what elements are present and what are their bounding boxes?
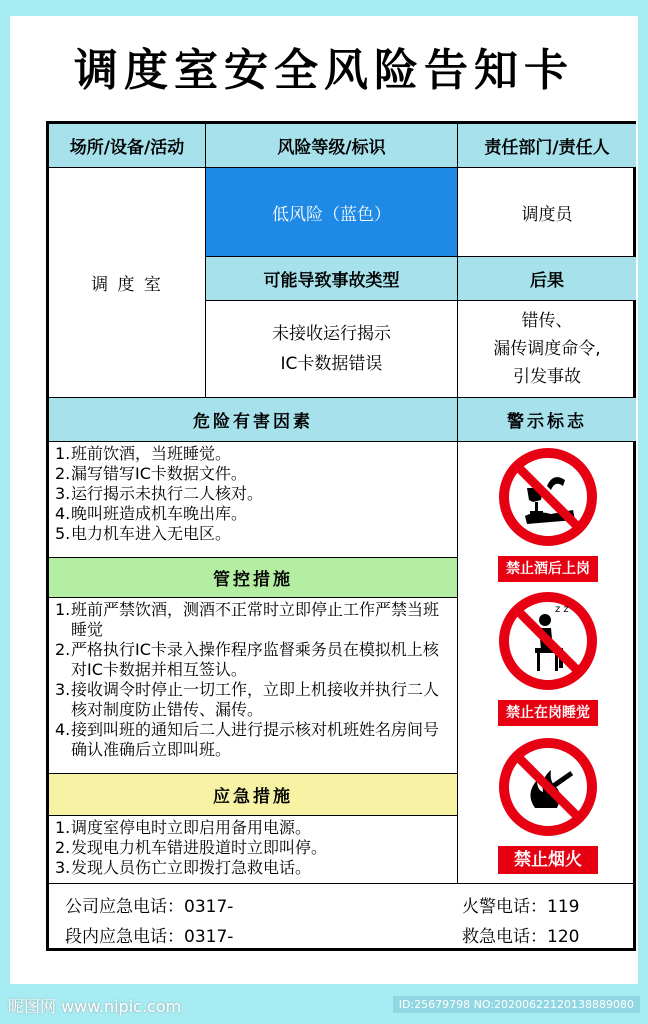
- hazards-header: 危险有害因素: [49, 398, 458, 442]
- fire-phone: 火警电话：119: [462, 897, 580, 917]
- section-phone: 段内应急电话：0317-: [65, 927, 234, 947]
- list-item: 1. 班前严禁饮酒，测酒不正常时立即停止工作严禁当班睡觉: [55, 600, 440, 639]
- company-phone: 公司应急电话：0317-: [65, 897, 234, 917]
- location-cell: 调 度 室: [49, 168, 206, 398]
- no-sleeping-icon: [497, 590, 599, 692]
- list-item: 2. 严格执行IC卡录入操作程序监督乘务员在模拟机上核对IC卡数据并相互签认。: [55, 640, 439, 679]
- svg-text:z z: z z: [555, 604, 569, 615]
- consequence: 漏传调度命令,: [493, 339, 601, 359]
- accident-type-header: 可能导致事故类型: [206, 257, 458, 301]
- header-responsible: 责任部门/责任人: [458, 124, 636, 168]
- accident-type: 未接收运行揭示: [272, 324, 391, 344]
- controls-list: [49, 598, 458, 774]
- list-item: 2. 发现电力机车错进股道时立即叫停。: [55, 838, 328, 857]
- watermark-site: 昵图网 www.nipic.com: [8, 997, 182, 1016]
- emergency-header: 应急措施: [49, 774, 458, 816]
- risk-table: [46, 121, 636, 951]
- signs-header: 警示标志: [458, 398, 636, 442]
- sign-label-no-sleeping: 禁止在岗睡觉: [498, 700, 598, 726]
- list-item: 4. 晚叫班造成机车晚出库。: [55, 504, 248, 523]
- no-drinking-icon: [497, 446, 599, 548]
- sign-label-no-fire: 禁止烟火: [498, 846, 598, 874]
- list-item: 3. 发现人员伤亡立即拨打急救电话。: [55, 858, 312, 877]
- header-risk-level: 风险等级/标识: [206, 124, 458, 168]
- list-item: 3. 接收调令时停止一切工作，立即上机接收并执行二人核对制度防止错传、漏传。: [55, 680, 440, 719]
- sign-label-no-drinking: 禁止酒后上岗: [498, 556, 598, 582]
- risk-level-cell: 低风险（蓝色）: [206, 168, 458, 257]
- hazards-list: [49, 442, 458, 558]
- list-item: 3. 运行揭示未执行二人核对。: [55, 484, 264, 503]
- accident-type: IC卡数据错误: [280, 354, 383, 374]
- list-item: 1. 调度室停电时立即启用备用电源。: [55, 818, 312, 837]
- consequence: 引发事故: [513, 367, 581, 387]
- consequence: 错传、: [521, 311, 573, 331]
- control-header: 管控措施: [49, 558, 458, 598]
- consequence-header: 后果: [458, 257, 636, 301]
- watermark-id: ID:25679798 NO:20200622120138889080: [393, 996, 640, 1013]
- consequences-cell: [458, 301, 636, 398]
- no-fire-icon: [497, 736, 599, 838]
- ambulance-phone: 救急电话：120: [462, 927, 580, 947]
- page-title: 调度室安全风险告知卡: [74, 45, 574, 96]
- list-item: 5. 电力机车进入无电区。: [55, 524, 232, 543]
- accident-types-cell: [206, 301, 458, 398]
- header-location: 场所/设备/活动: [49, 124, 206, 168]
- emergency-list: [49, 816, 458, 884]
- responsible-cell: 调度员: [458, 168, 636, 257]
- list-item: 1. 班前饮酒，当班睡觉。: [55, 444, 232, 463]
- list-item: 2. 漏写错写IC卡数据文件。: [55, 464, 247, 483]
- list-item: 4. 接到叫班的通知后二人进行提示核对机班姓名房间号确认准确后立即叫班。: [55, 720, 440, 759]
